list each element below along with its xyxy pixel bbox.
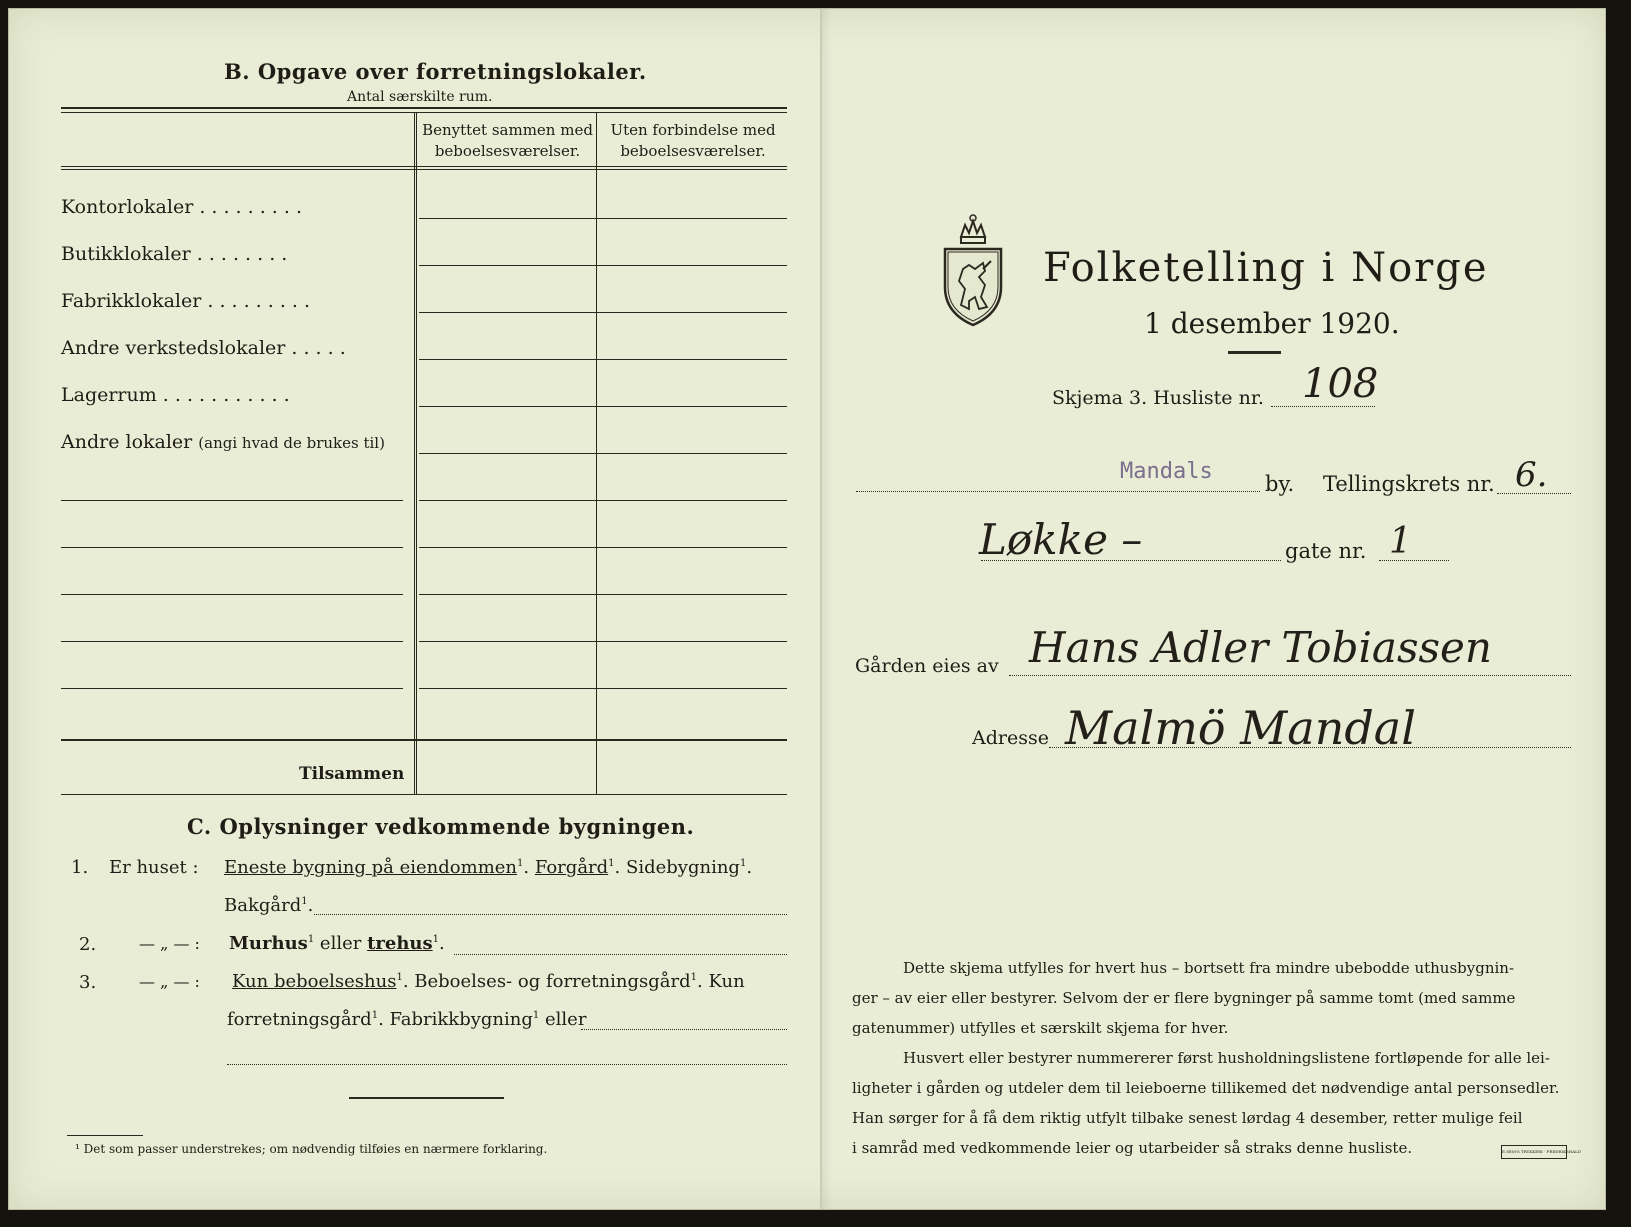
- option-forretningsgard[interactable]: forretningsgård: [227, 1009, 372, 1030]
- section-c-title: C. Oplysninger vedkommende bygningen.: [187, 814, 695, 839]
- write-in-line[interactable]: [61, 641, 403, 642]
- section-b-title: B. Opgave over forretningslokaler.: [224, 59, 647, 84]
- city-stamp: Mandals: [1120, 459, 1213, 484]
- address-field[interactable]: [1049, 747, 1571, 748]
- census-form-sheet: [8, 8, 1606, 1210]
- tellingskrets-nr-value[interactable]: 6.: [1515, 455, 1548, 495]
- option-sidebygning[interactable]: Sidebygning: [626, 857, 740, 878]
- q3-dash: — „ — :: [139, 972, 200, 991]
- q2-options: Murhus$^1$ eller trehus$^1$.: [229, 933, 445, 954]
- option-bakgard[interactable]: Bakgård$^1$.: [224, 895, 314, 916]
- skjema-label: Skjema 3. Husliste nr.: [1052, 387, 1264, 409]
- option-murhus[interactable]: Murhus: [229, 933, 308, 954]
- q2-dash: — „ — :: [139, 934, 200, 953]
- q1-number: 1.: [71, 857, 89, 878]
- instructions-p2-l2: ligheter i gården og utdeler dem til leieboerne tillikemed det nødvendige antal personsedler.: [852, 1079, 1560, 1097]
- tellingskrets-label: Tellingskrets nr.: [1323, 472, 1495, 496]
- printer-mark: E.SEM'S TRYKKERI · FREDRIKSHALD: [1501, 1145, 1567, 1159]
- col2-header-l2: beboelsesværelser.: [620, 142, 766, 160]
- write-in-line[interactable]: [61, 688, 403, 689]
- form-date: 1 desember 1920.: [1144, 307, 1400, 340]
- husliste-nr-value[interactable]: 108: [1302, 361, 1379, 407]
- q2-number: 2.: [79, 934, 97, 955]
- q3-number: 3.: [79, 972, 97, 993]
- row-label-fabrikklokaler: Fabrikklokaler . . . . . . . . .: [61, 290, 311, 312]
- section-c-end-rule: [349, 1097, 504, 1099]
- write-in-line[interactable]: [61, 500, 403, 501]
- instructions-p2-l3: Han sørger for å få dem riktig utfylt tilbake senest lørdag 4 desember, retter mulige feil: [852, 1109, 1523, 1127]
- address-value[interactable]: Malmö Mandal: [1065, 701, 1416, 755]
- q3-options-line2: forretningsgård$^1$. Fabrikkbygning$^1$ eller: [227, 1009, 587, 1030]
- gate-nr-value[interactable]: 1: [1389, 521, 1412, 562]
- header-bottom-rule: [61, 166, 787, 167]
- address-label: Adresse: [972, 727, 1049, 749]
- section-b-subtitle: Antal særskilte rum.: [347, 89, 493, 105]
- instructions-p1-l2: ger – av eier eller bestyrer. Selvom der er flere bygninger på samme tomt (med samme: [852, 989, 1516, 1007]
- col2-header-l1: Uten forbindelse med: [610, 121, 776, 139]
- table-col-divider-1: [414, 112, 415, 795]
- total-top-rule: [61, 739, 787, 741]
- row-label-kontorlokaler: Kontorlokaler . . . . . . . . .: [61, 196, 302, 218]
- row-label-andre-lokaler: Andre lokaler (angi hvad de brukes til): [61, 431, 385, 453]
- owner-label: Gården eies av: [855, 655, 999, 677]
- option-kun-beboelseshus[interactable]: Kun beboelseshus: [232, 971, 397, 992]
- owner-field[interactable]: [1009, 675, 1571, 676]
- q3-options: Kun beboelseshus$^1$. Beboelses- og forretningsgård$^1$. Kun: [232, 971, 745, 992]
- total-label: Tilsammen: [299, 764, 405, 784]
- owner-name-value[interactable]: Hans Adler Tobiassen: [1029, 623, 1492, 672]
- option-fabrikkbygning[interactable]: Fabrikkbygning: [389, 1009, 533, 1030]
- city-field[interactable]: [856, 491, 1260, 492]
- col1-header-l2: beboelsesværelser.: [434, 142, 581, 160]
- q3-write-in-line[interactable]: [227, 1064, 787, 1065]
- option-trehus[interactable]: trehus: [367, 933, 433, 954]
- norwegian-coat-of-arms-icon: [939, 209, 1007, 333]
- q1-options: Eneste bygning på eiendommen$^1$. Forgård$^1$. Sidebygning$^1$.: [224, 857, 753, 878]
- footnote-rule: [67, 1135, 143, 1136]
- option-eneste-bygning[interactable]: Eneste bygning på eiendommen: [224, 857, 518, 878]
- title-rule: [1228, 351, 1281, 354]
- street-field[interactable]: [981, 560, 1281, 561]
- footnote: ¹ Det som passer understrekes; om nødvendig tilføies en nærmere forklaring.: [75, 1142, 548, 1156]
- instructions-p1-l1: Dette skjema utfylles for hvert hus – bortsett fra mindre ubebodde uthusbygnin-: [903, 959, 1515, 977]
- instructions-p1-l3: gatenummer) utfylles et særskilt skjema for hver.: [852, 1019, 1229, 1037]
- q1-label: Er huset :: [109, 857, 199, 878]
- husliste-nr-field[interactable]: [1271, 406, 1375, 407]
- write-in-line[interactable]: [61, 594, 403, 595]
- table-top-rule: [61, 107, 787, 109]
- instructions-p2-l1: Husvert eller bestyrer nummererer først husholdningslistene fortløpende for alle lei-: [903, 1049, 1550, 1067]
- row-label-lagerrum: Lagerrum . . . . . . . . . . .: [61, 384, 290, 406]
- tellingskrets-field[interactable]: [1497, 493, 1571, 494]
- col1-header-l1: Benyttet sammen med: [422, 121, 593, 139]
- row-label-verkstedslokaler: Andre verkstedslokaler . . . . .: [61, 337, 346, 359]
- gate-label: gate nr.: [1285, 539, 1367, 563]
- row-label-butikklokaler: Butikklokaler . . . . . . . .: [61, 243, 288, 265]
- by-label: by.: [1265, 472, 1295, 496]
- form-title: Folketelling i Norge: [1043, 245, 1489, 291]
- instructions-p2-l4: i samråd med vedkommende leier og utarbeider så straks denne husliste.: [852, 1139, 1413, 1157]
- option-beboelses-og-forretningsgard[interactable]: Beboelses- og forretningsgård: [414, 971, 691, 992]
- option-forgard[interactable]: Forgård: [534, 857, 609, 878]
- andre-lokaler-note: (angi hvad de brukes til): [198, 434, 385, 452]
- street-name-value[interactable]: Løkke –: [979, 515, 1143, 564]
- total-bottom-rule: [61, 794, 787, 795]
- gate-nr-field[interactable]: [1379, 560, 1449, 561]
- write-in-line[interactable]: [61, 547, 403, 548]
